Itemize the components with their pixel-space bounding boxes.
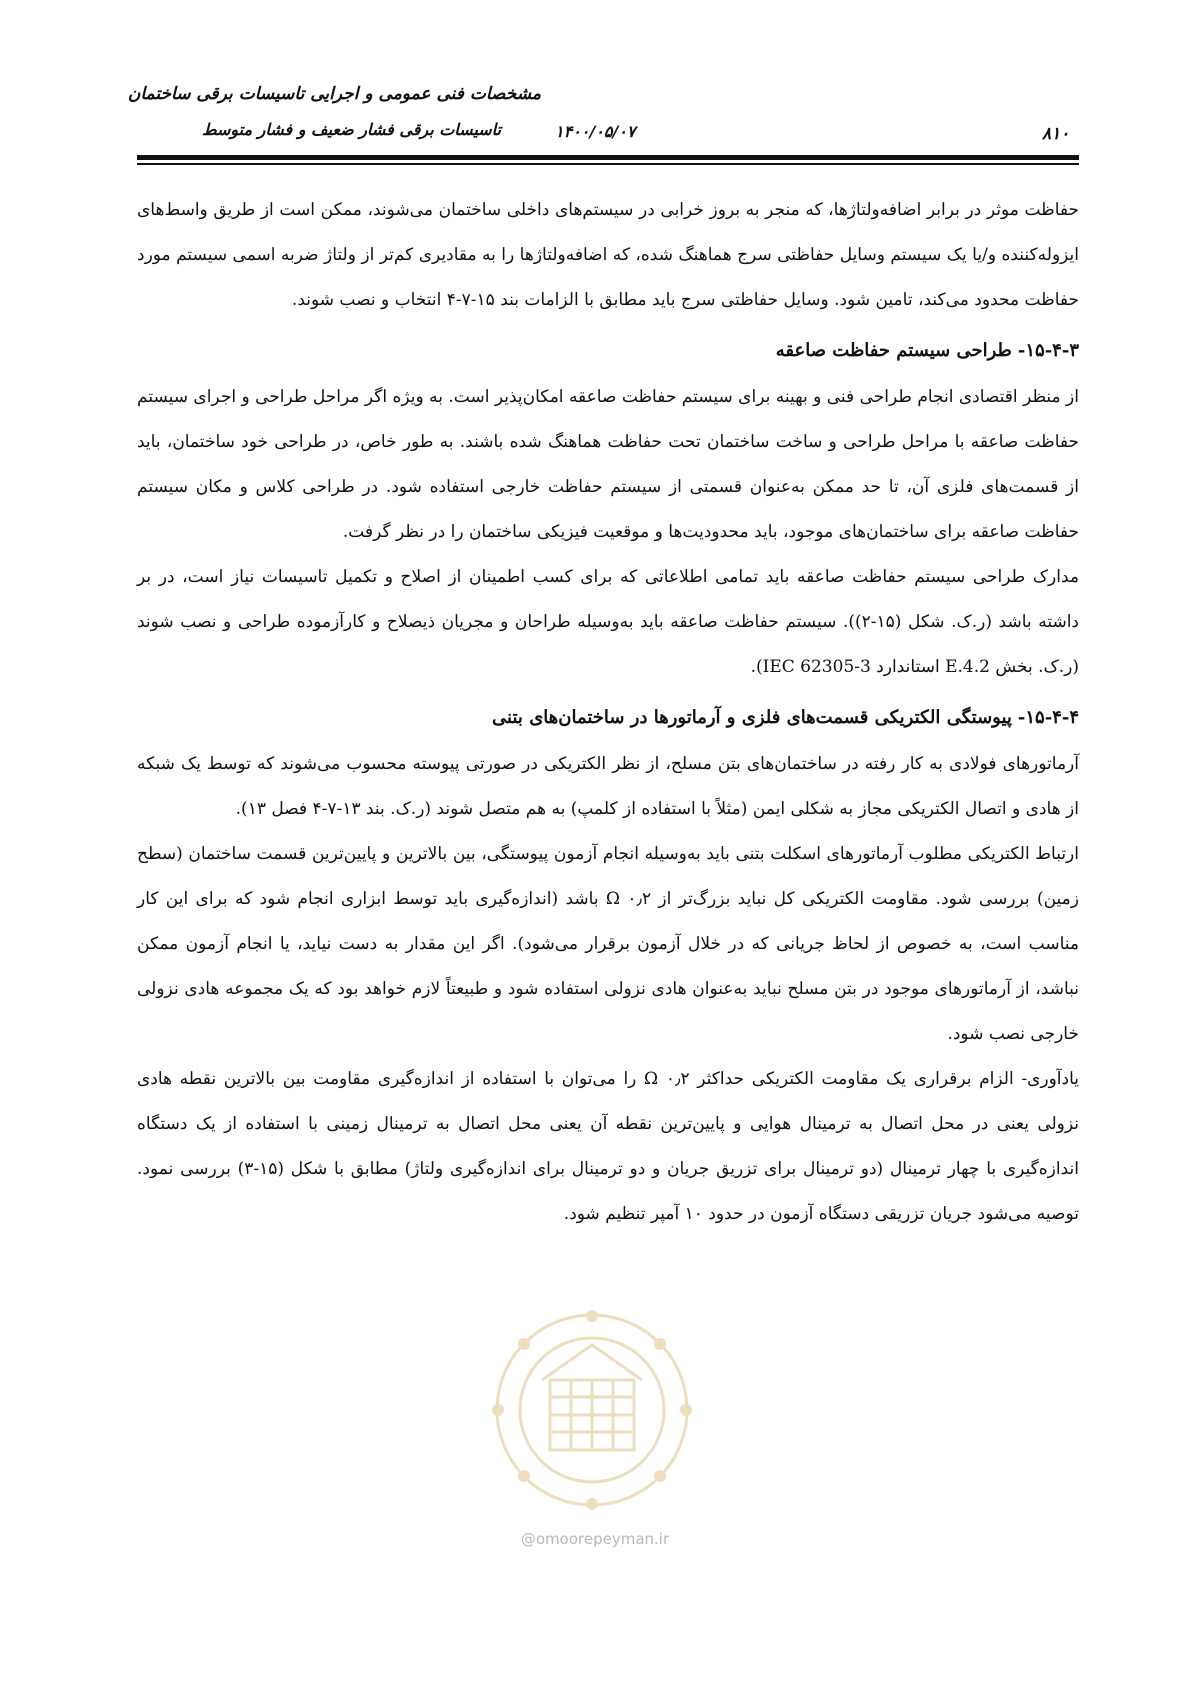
- paragraph-surge-protection: حفاظت موثر در برابر اضافه‌ولتاژها، که منجر به بروز خرابی در سیستم‌های داخلی ساختمان می‌شوند، ممکن است از طریق واسط‌های ایزوله‌کننده و/یا یک سیستم وسایل حفاظتی سرج هماهنگ شده، که اضافه‌ولتاژها را به مقادیری کم‌تر از ولتاژ ضربه اسمی سیستم مورد حفاظت محدود می‌کند، تامین شود. وسایل حفاظتی سرج باید مطابق با الزامات بند ۱۵-۷-۴ انتخاب و نصب شوند.: [137, 200, 1079, 310]
- section-number: ۱۵-۴-۳-: [1017, 340, 1079, 361]
- watermark-text: @omoorepeyman.ir: [520, 1530, 670, 1548]
- header-rule-thin: [137, 163, 1079, 165]
- page-header: [0, 0, 1191, 170]
- document-body: [137, 188, 1079, 1237]
- header-date: ۱۴۰۰/۰۵/۰۷: [555, 122, 636, 141]
- section-heading-15-4-3: [137, 329, 1079, 373]
- header-title: مشخصات فنی عمومی و اجرایی تاسیسات برقی ساختمان: [127, 84, 541, 104]
- page-number: ۸۱۰: [1042, 124, 1070, 144]
- paragraph-continuity-test: ارتباط الکتریکی مطلوب آرماتورهای اسکلت بتنی باید به‌وسیله انجام آزمون پیوستگی، بین بالاترین و پایین‌ترین قسمت ساختمان (سطح زمین) بررسی شود. مقاومت الکتریکی کل نباید بزرگ‌تر از ۰٫۲ Ω باشد (اندازه‌گیری باید توسط ابزاری انجام شود که برای این کار مناسب است، به خصوص از لحاظ جریانی که در خلال آزمون برقرار می‌شود). اگر این مقدار به دست نیاید، یا انجام آزمون ممکن نباشد، از آرماتورهای موجود در بتن مسلح نباید به‌عنوان هادی نزولی استفاده شود و طبیعتاً لازم خواهد بود که یک مجموعه هادی نزولی خارجی نصب شود.: [137, 844, 1079, 1044]
- header-rule-thick: [137, 155, 1079, 160]
- section-title: طراحی سیستم حفاظت صاعقه: [775, 340, 1012, 361]
- paragraph-note-resistance: یادآوری- الزام برقراری یک مقاومت الکتریکی حداکثر ۰٫۲ Ω را می‌توان با استفاده از اندازه‌گیری مقاومت بین بالاترین نقطه هادی نزولی یعنی در محل اتصال به ترمینال هوایی و پایین‌ترین نقطه آن یعنی محل اتصال به ترمینال زمینی با استفاده از یک دستگاه اندازه‌گیری با چهار ترمینال (دو ترمینال برای تزریق جریان و دو ترمینال برای اندازه‌گیری ولتاژ) مطابق با شکل (۱۵-۳) بررسی نمود. توصیه می‌شود جریان تزریقی دستگاه آزمون در حدود ۱۰ آمپر تنظیم شود.: [137, 1069, 1080, 1224]
- paragraph-rebar-continuity: آرماتورهای فولادی به کار رفته در ساختمان‌های بتن مسلح، از نظر الکتریکی در صورتی پیوسته محسوب می‌شوند که توسط یک شبکه از هادی و اتصال الکتریکی مجاز به شکلی ایمن (مثلاً با استفاده از کلمپ) به هم متصل شوند (ر.ک. بند ۱۳-۷-۴ فصل ۱۳).: [137, 754, 1079, 819]
- section-title: پیوستگی الکتریکی قسمت‌های فلزی و آرماتورها در ساختمان‌های بتنی: [492, 707, 1012, 728]
- paragraph-lps-design: از منظر اقتصادی انجام طراحی فنی و بهینه برای سیستم حفاظت صاعقه امکان‌پذیر است. به ویژه اگر مراحل طراحی و اجرای سیستم حفاظت صاعقه با مراحل طراحی و ساخت ساختمان تحت حفاظت هماهنگ شده باشند. به طور خاص، در طراحی خود ساختمان، باید از قسمت‌های فلزی آن، تا حد ممکن به‌عنوان قسمتی از سیستم حفاظت خارجی استفاده شود. در طراحی کلاس و مکان سیستم حفاظت صاعقه برای ساختمان‌های موجود، باید محدودیت‌ها و موقعیت فیزیکی ساختمان را در نظر گرفت.: [137, 387, 1079, 542]
- section-heading-15-4-4: [137, 696, 1079, 740]
- section-number: ۱۵-۴-۴-: [1017, 707, 1079, 728]
- header-subtitle: تاسیسات برقی فشار ضعیف و فشار متوسط: [201, 120, 501, 139]
- watermark-logo: [482, 1300, 702, 1540]
- paragraph-lps-documents: مدارک طراحی سیستم حفاظت صاعقه باید تمامی اطلاعاتی که برای کسب اطمینان از اصلاح و تکمیل تاسیسات نیاز است، در بر داشته باشد (ر.ک. شکل (۱۵-۲)). سیستم حفاظت صاعقه باید به‌وسیله طراحان و مجریان ذیصلاح و کارآزموده طراحی و نصب شوند (ر.ک. بخش E.4.2 استاندارد IEC 62305-3).: [137, 567, 1079, 677]
